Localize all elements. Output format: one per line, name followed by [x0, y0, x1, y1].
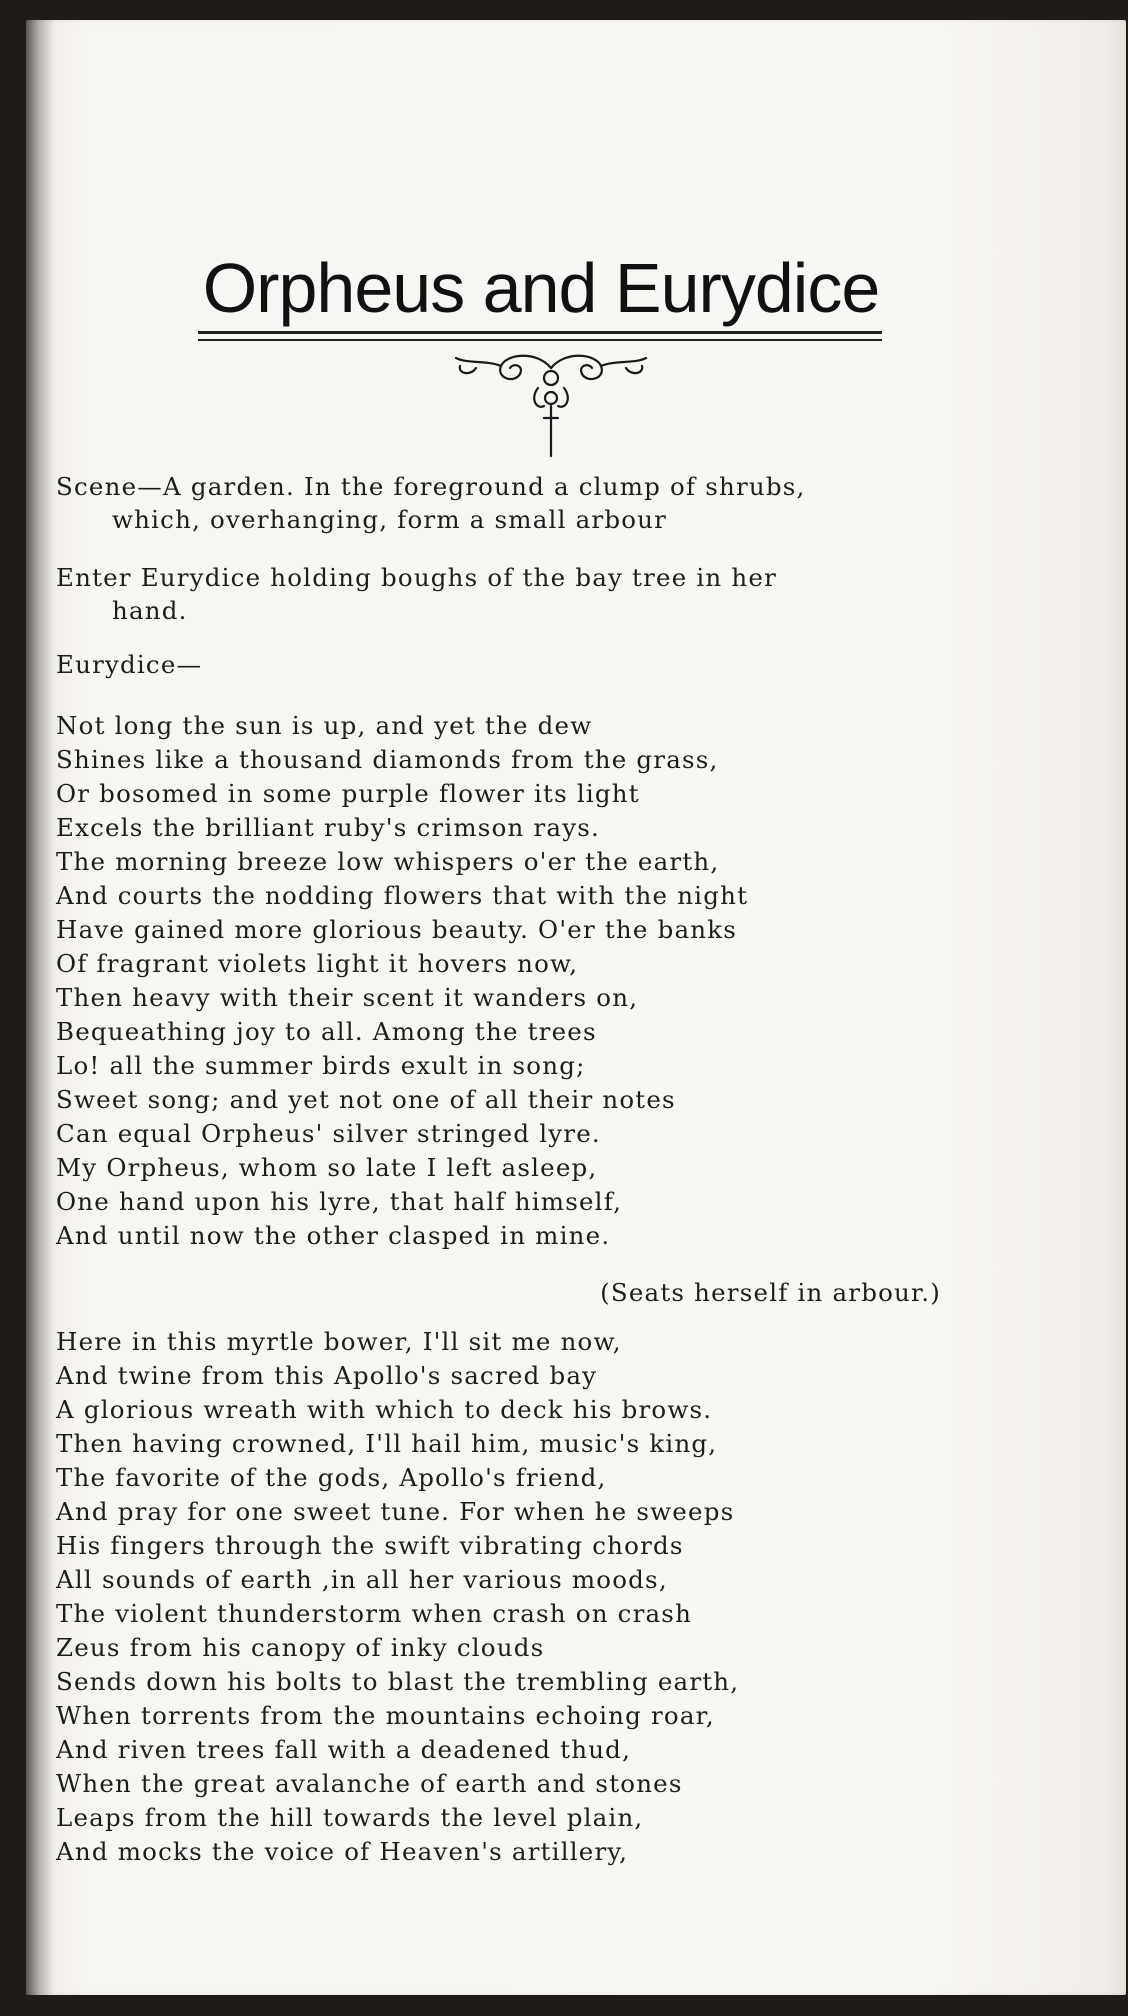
verse-line: Not long the sun is up, and yet the dew	[56, 711, 593, 740]
verse-line: And mocks the voice of Heaven's artillery,	[56, 1837, 629, 1866]
stage-direction-line: Scene—A garden. In the foreground a clump of shrubs,	[56, 472, 806, 501]
stage-direction-line: hand.	[112, 596, 188, 625]
verse-line: When the great avalanche of earth and stones	[56, 1769, 683, 1798]
verse-line: And courts the nodding flowers that with the night	[56, 881, 749, 910]
stage-direction-line: Enter Eurydice holding boughs of the bay tree in her	[56, 563, 777, 592]
verse-line: His fingers through the swift vibrating chords	[56, 1531, 684, 1560]
verse-line: Of fragrant violets light it hovers now,	[56, 949, 579, 978]
flourish-ornament-icon	[446, 348, 656, 458]
verse-line: The morning breeze low whispers o'er the earth,	[56, 847, 720, 876]
verse-line: My Orpheus, whom so late I left asleep,	[56, 1153, 598, 1182]
book-page	[26, 20, 1126, 1995]
stage-direction-line: which, overhanging, form a small arbour	[112, 505, 668, 534]
verse-line: A glorious wreath with which to deck his brows.	[56, 1395, 713, 1424]
verse-line: Here in this myrtle bower, I'll sit me now,	[56, 1327, 622, 1356]
verse-line: Then heavy with their scent it wanders on,	[56, 983, 639, 1012]
title-rule-bottom	[198, 339, 882, 341]
verse-line: Sends down his bolts to blast the trembling earth,	[56, 1667, 740, 1696]
verse-line: Sweet song; and yet not one of all their notes	[56, 1085, 676, 1114]
verse-line: Then having crowned, I'll hail him, music's king,	[56, 1429, 718, 1458]
verse-line: The favorite of the gods, Apollo's friend,	[56, 1463, 607, 1492]
spine-shadow	[26, 20, 54, 1995]
verse-line: And pray for one sweet tune. For when he sweeps	[56, 1497, 735, 1526]
page-title: Orpheus and Eurydice	[202, 249, 880, 327]
title-rule-top	[198, 331, 882, 334]
verse-line: All sounds of earth ,in all her various moods,	[56, 1565, 668, 1594]
verse-line: Have gained more glorious beauty. O'er the banks	[56, 915, 738, 944]
verse-line: Bequeathing joy to all. Among the trees	[56, 1017, 597, 1046]
verse-line: Shines like a thousand diamonds from the grass,	[56, 745, 719, 774]
verse-line: Excels the brilliant ruby's crimson rays.	[56, 813, 601, 842]
verse-line: The violent thunderstorm when crash on crash	[56, 1599, 693, 1628]
verse-stanza-1	[56, 709, 1046, 1253]
verse-line: And twine from this Apollo's sacred bay	[56, 1361, 598, 1390]
stage-direction-enter	[56, 561, 1046, 627]
verse-line: Lo! all the summer birds exult in song;	[56, 1051, 586, 1080]
stage-direction-scene	[56, 470, 1046, 536]
verse-line: Or bosomed in some purple flower its light	[56, 779, 640, 808]
verse-line: Can equal Orpheus' silver stringed lyre.	[56, 1119, 601, 1148]
speaker-label: Eurydice—	[56, 650, 203, 679]
stage-direction-seats: (Seats herself in arbour.)	[600, 1278, 941, 1307]
verse-line: One hand upon his lyre, that half himself,	[56, 1187, 623, 1216]
verse-line: And until now the other clasped in mine.	[56, 1221, 611, 1250]
verse-line: And riven trees fall with a deadened thud,	[56, 1735, 632, 1764]
verse-line: When torrents from the mountains echoing roar,	[56, 1701, 715, 1730]
verse-stanza-2	[56, 1325, 1046, 1869]
verse-line: Leaps from the hill towards the level plain,	[56, 1803, 644, 1832]
verse-line: Zeus from his canopy of inky clouds	[56, 1633, 545, 1662]
